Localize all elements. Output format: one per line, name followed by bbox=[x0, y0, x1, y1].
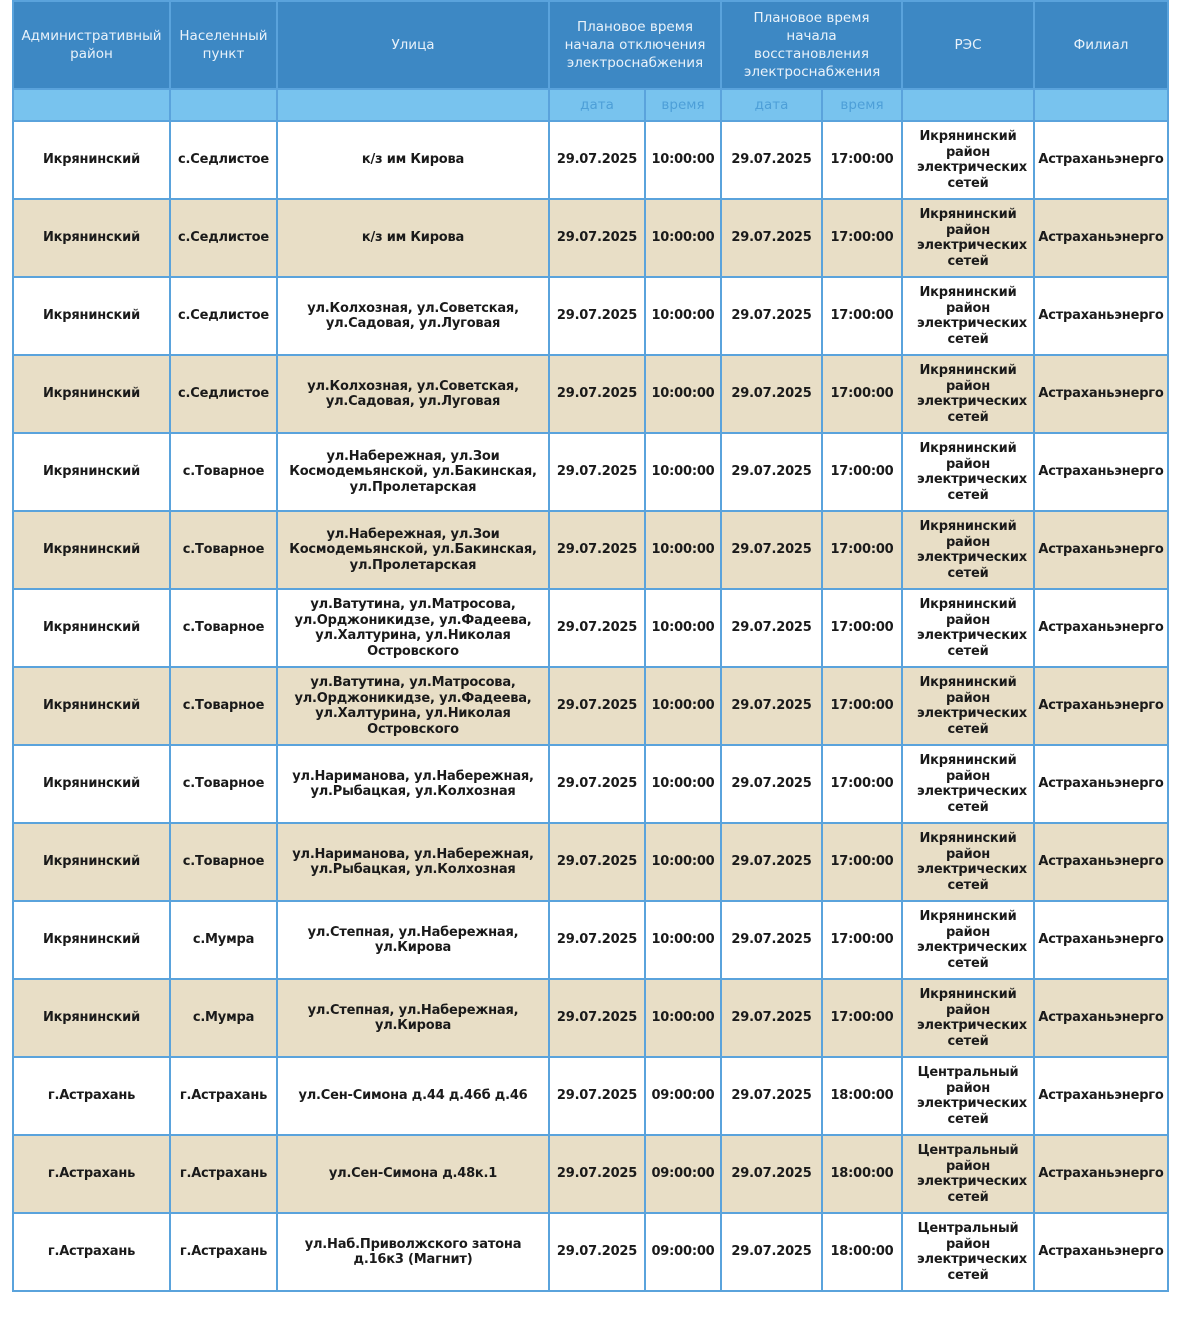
table-row bbox=[13, 511, 1168, 589]
table-row bbox=[13, 589, 1168, 667]
cell-off-date: 29.07.2025 bbox=[549, 1213, 645, 1291]
col-header-district[interactable]: Административный район bbox=[13, 1, 170, 89]
cell-off-date: 29.07.2025 bbox=[549, 589, 645, 667]
cell-locality: г.Астрахань bbox=[170, 1057, 277, 1135]
table-row bbox=[13, 277, 1168, 355]
cell-district: Икрянинский bbox=[13, 355, 170, 433]
cell-district: г.Астрахань bbox=[13, 1213, 170, 1291]
cell-off-date: 29.07.2025 bbox=[549, 979, 645, 1057]
cell-off-time: 10:00:00 bbox=[645, 277, 721, 355]
cell-res: Центральный район электрических сетей bbox=[902, 1135, 1034, 1213]
cell-street: ул.Нариманова, ул.Набережная, ул.Рыбацкая, ул.Колхозная bbox=[277, 823, 549, 901]
cell-res: Икрянинский район электрических сетей bbox=[902, 433, 1034, 511]
outage-schedule-table bbox=[12, 0, 1169, 1292]
cell-district: Икрянинский bbox=[13, 979, 170, 1057]
cell-on-date: 29.07.2025 bbox=[721, 1057, 822, 1135]
cell-locality: с.Товарное bbox=[170, 589, 277, 667]
cell-on-time: 17:00:00 bbox=[822, 433, 902, 511]
cell-locality: с.Товарное bbox=[170, 823, 277, 901]
cell-district: Икрянинский bbox=[13, 121, 170, 199]
cell-street: ул.Набережная, ул.Зои Космодемьянской, ул.Бакинская, ул.Пролетарская bbox=[277, 433, 549, 511]
cell-res: Икрянинский район электрических сетей bbox=[902, 355, 1034, 433]
cell-branch: Астраханьэнерго bbox=[1034, 1057, 1168, 1135]
cell-on-time: 17:00:00 bbox=[822, 979, 902, 1057]
cell-off-date: 29.07.2025 bbox=[549, 433, 645, 511]
table-row bbox=[13, 355, 1168, 433]
cell-branch: Астраханьэнерго bbox=[1034, 511, 1168, 589]
cell-off-date: 29.07.2025 bbox=[549, 823, 645, 901]
cell-off-time: 10:00:00 bbox=[645, 589, 721, 667]
cell-res: Икрянинский район электрических сетей bbox=[902, 277, 1034, 355]
cell-on-time: 17:00:00 bbox=[822, 901, 902, 979]
table-row bbox=[13, 433, 1168, 511]
cell-on-date: 29.07.2025 bbox=[721, 1135, 822, 1213]
cell-on-date: 29.07.2025 bbox=[721, 199, 822, 277]
cell-on-date: 29.07.2025 bbox=[721, 745, 822, 823]
table-row bbox=[13, 667, 1168, 745]
cell-street: ул.Степная, ул.Набережная, ул.Кирова bbox=[277, 979, 549, 1057]
cell-off-date: 29.07.2025 bbox=[549, 901, 645, 979]
col-header-locality[interactable]: Населенный пункт bbox=[170, 1, 277, 89]
cell-on-time: 17:00:00 bbox=[822, 277, 902, 355]
cell-on-time: 17:00:00 bbox=[822, 589, 902, 667]
cell-branch: Астраханьэнерго bbox=[1034, 433, 1168, 511]
cell-on-date: 29.07.2025 bbox=[721, 121, 822, 199]
subheader-empty bbox=[277, 89, 549, 121]
table-row bbox=[13, 1135, 1168, 1213]
cell-res: Центральный район электрических сетей bbox=[902, 1213, 1034, 1291]
cell-on-date: 29.07.2025 bbox=[721, 277, 822, 355]
cell-off-time: 09:00:00 bbox=[645, 1135, 721, 1213]
cell-off-date: 29.07.2025 bbox=[549, 199, 645, 277]
cell-off-time: 10:00:00 bbox=[645, 199, 721, 277]
cell-on-time: 17:00:00 bbox=[822, 121, 902, 199]
cell-on-time: 18:00:00 bbox=[822, 1213, 902, 1291]
cell-branch: Астраханьэнерго bbox=[1034, 277, 1168, 355]
cell-off-time: 10:00:00 bbox=[645, 433, 721, 511]
cell-branch: Астраханьэнерго bbox=[1034, 667, 1168, 745]
cell-off-time: 10:00:00 bbox=[645, 823, 721, 901]
cell-on-time: 17:00:00 bbox=[822, 745, 902, 823]
cell-locality: с.Товарное bbox=[170, 745, 277, 823]
cell-locality: с.Мумра bbox=[170, 901, 277, 979]
cell-on-time: 17:00:00 bbox=[822, 511, 902, 589]
cell-branch: Астраханьэнерго bbox=[1034, 901, 1168, 979]
cell-locality: с.Седлистое bbox=[170, 277, 277, 355]
cell-off-time: 10:00:00 bbox=[645, 121, 721, 199]
subheader-empty bbox=[1034, 89, 1168, 121]
cell-street: ул.Колхозная, ул.Советская, ул.Садовая, ул.Луговая bbox=[277, 355, 549, 433]
cell-on-date: 29.07.2025 bbox=[721, 823, 822, 901]
cell-district: Икрянинский bbox=[13, 511, 170, 589]
cell-branch: Астраханьэнерго bbox=[1034, 745, 1168, 823]
cell-branch: Астраханьэнерго bbox=[1034, 1135, 1168, 1213]
cell-district: Икрянинский bbox=[13, 745, 170, 823]
cell-res: Икрянинский район электрических сетей bbox=[902, 823, 1034, 901]
cell-district: Икрянинский bbox=[13, 199, 170, 277]
cell-branch: Астраханьэнерго bbox=[1034, 355, 1168, 433]
cell-res: Икрянинский район электрических сетей bbox=[902, 589, 1034, 667]
cell-street: ул.Ватутина, ул.Матросова, ул.Орджоникидзе, ул.Фадеева, ул.Халтурина, ул.Николая Островского bbox=[277, 667, 549, 745]
cell-district: г.Астрахань bbox=[13, 1135, 170, 1213]
cell-off-date: 29.07.2025 bbox=[549, 1135, 645, 1213]
cell-off-date: 29.07.2025 bbox=[549, 277, 645, 355]
cell-on-date: 29.07.2025 bbox=[721, 433, 822, 511]
cell-on-time: 18:00:00 bbox=[822, 1057, 902, 1135]
cell-locality: г.Астрахань bbox=[170, 1213, 277, 1291]
cell-off-time: 10:00:00 bbox=[645, 745, 721, 823]
cell-street: ул.Сен-Симона д.48к.1 bbox=[277, 1135, 549, 1213]
col-header-street[interactable]: Улица bbox=[277, 1, 549, 89]
cell-locality: с.Товарное bbox=[170, 511, 277, 589]
cell-on-date: 29.07.2025 bbox=[721, 355, 822, 433]
cell-street: ул.Наб.Приволжского затона д.16к3 (Магнит) bbox=[277, 1213, 549, 1291]
cell-off-time: 09:00:00 bbox=[645, 1213, 721, 1291]
cell-street: к/з им Кирова bbox=[277, 121, 549, 199]
cell-street: ул.Колхозная, ул.Советская, ул.Садовая, ул.Луговая bbox=[277, 277, 549, 355]
subheader-on-time: время bbox=[822, 89, 902, 121]
header-row bbox=[13, 1, 1168, 89]
cell-street: к/з им Кирова bbox=[277, 199, 549, 277]
table-row bbox=[13, 1057, 1168, 1135]
table-row bbox=[13, 901, 1168, 979]
cell-on-time: 17:00:00 bbox=[822, 199, 902, 277]
cell-branch: Астраханьэнерго bbox=[1034, 979, 1168, 1057]
subheader-empty bbox=[170, 89, 277, 121]
cell-off-time: 09:00:00 bbox=[645, 1057, 721, 1135]
subheader-empty bbox=[13, 89, 170, 121]
cell-locality: с.Седлистое bbox=[170, 199, 277, 277]
cell-branch: Астраханьэнерго bbox=[1034, 199, 1168, 277]
cell-locality: с.Седлистое bbox=[170, 355, 277, 433]
cell-off-time: 10:00:00 bbox=[645, 979, 721, 1057]
cell-locality: с.Мумра bbox=[170, 979, 277, 1057]
cell-street: ул.Степная, ул.Набережная, ул.Кирова bbox=[277, 901, 549, 979]
cell-locality: г.Астрахань bbox=[170, 1135, 277, 1213]
table-row bbox=[13, 1213, 1168, 1291]
table-row bbox=[13, 823, 1168, 901]
subheader-off-time: время bbox=[645, 89, 721, 121]
cell-on-date: 29.07.2025 bbox=[721, 511, 822, 589]
cell-branch: Астраханьэнерго bbox=[1034, 121, 1168, 199]
cell-res: Икрянинский район электрических сетей bbox=[902, 667, 1034, 745]
col-header-restore-time[interactable]: Плановое время начала восстановления электроснабжения bbox=[721, 1, 902, 89]
cell-district: Икрянинский bbox=[13, 901, 170, 979]
cell-on-time: 17:00:00 bbox=[822, 355, 902, 433]
cell-on-date: 29.07.2025 bbox=[721, 589, 822, 667]
cell-off-time: 10:00:00 bbox=[645, 901, 721, 979]
cell-off-date: 29.07.2025 bbox=[549, 667, 645, 745]
cell-off-date: 29.07.2025 bbox=[549, 355, 645, 433]
subheader-off-date: дата bbox=[549, 89, 645, 121]
cell-res: Икрянинский район электрических сетей bbox=[902, 979, 1034, 1057]
col-header-res[interactable]: РЭС bbox=[902, 1, 1034, 89]
cell-off-date: 29.07.2025 bbox=[549, 1057, 645, 1135]
cell-branch: Астраханьэнерго bbox=[1034, 823, 1168, 901]
col-header-off-time[interactable]: Плановое время начала отключения электроснабжения bbox=[549, 1, 721, 89]
cell-res: Центральный район электрических сетей bbox=[902, 1057, 1034, 1135]
table-row bbox=[13, 745, 1168, 823]
cell-on-date: 29.07.2025 bbox=[721, 901, 822, 979]
cell-district: г.Астрахань bbox=[13, 1057, 170, 1135]
cell-district: Икрянинский bbox=[13, 433, 170, 511]
table-row bbox=[13, 121, 1168, 199]
table-row bbox=[13, 979, 1168, 1057]
cell-district: Икрянинский bbox=[13, 277, 170, 355]
cell-on-time: 18:00:00 bbox=[822, 1135, 902, 1213]
cell-district: Икрянинский bbox=[13, 667, 170, 745]
cell-street: ул.Сен-Симона д.44 д.46б д.46 bbox=[277, 1057, 549, 1135]
cell-branch: Астраханьэнерго bbox=[1034, 1213, 1168, 1291]
cell-locality: с.Седлистое bbox=[170, 121, 277, 199]
cell-branch: Астраханьэнерго bbox=[1034, 589, 1168, 667]
cell-off-date: 29.07.2025 bbox=[549, 745, 645, 823]
cell-res: Икрянинский район электрических сетей bbox=[902, 745, 1034, 823]
cell-res: Икрянинский район электрических сетей bbox=[902, 121, 1034, 199]
subheader-empty bbox=[902, 89, 1034, 121]
subheader-on-date: дата bbox=[721, 89, 822, 121]
cell-on-date: 29.07.2025 bbox=[721, 667, 822, 745]
cell-street: ул.Нариманова, ул.Набережная, ул.Рыбацкая, ул.Колхозная bbox=[277, 745, 549, 823]
cell-off-date: 29.07.2025 bbox=[549, 511, 645, 589]
cell-off-time: 10:00:00 bbox=[645, 355, 721, 433]
cell-on-date: 29.07.2025 bbox=[721, 979, 822, 1057]
cell-off-date: 29.07.2025 bbox=[549, 121, 645, 199]
subheader-row bbox=[13, 89, 1168, 121]
cell-res: Икрянинский район электрических сетей bbox=[902, 511, 1034, 589]
cell-on-time: 17:00:00 bbox=[822, 667, 902, 745]
cell-res: Икрянинский район электрических сетей bbox=[902, 901, 1034, 979]
cell-locality: с.Товарное bbox=[170, 433, 277, 511]
cell-street: ул.Набережная, ул.Зои Космодемьянской, ул.Бакинская, ул.Пролетарская bbox=[277, 511, 549, 589]
cell-off-time: 10:00:00 bbox=[645, 667, 721, 745]
col-header-branch[interactable]: Филиал bbox=[1034, 1, 1168, 89]
cell-locality: с.Товарное bbox=[170, 667, 277, 745]
cell-off-time: 10:00:00 bbox=[645, 511, 721, 589]
cell-on-date: 29.07.2025 bbox=[721, 1213, 822, 1291]
cell-res: Икрянинский район электрических сетей bbox=[902, 199, 1034, 277]
cell-street: ул.Ватутина, ул.Матросова, ул.Орджоникидзе, ул.Фадеева, ул.Халтурина, ул.Николая Островского bbox=[277, 589, 549, 667]
table-row bbox=[13, 199, 1168, 277]
cell-district: Икрянинский bbox=[13, 589, 170, 667]
cell-on-time: 17:00:00 bbox=[822, 823, 902, 901]
cell-district: Икрянинский bbox=[13, 823, 170, 901]
